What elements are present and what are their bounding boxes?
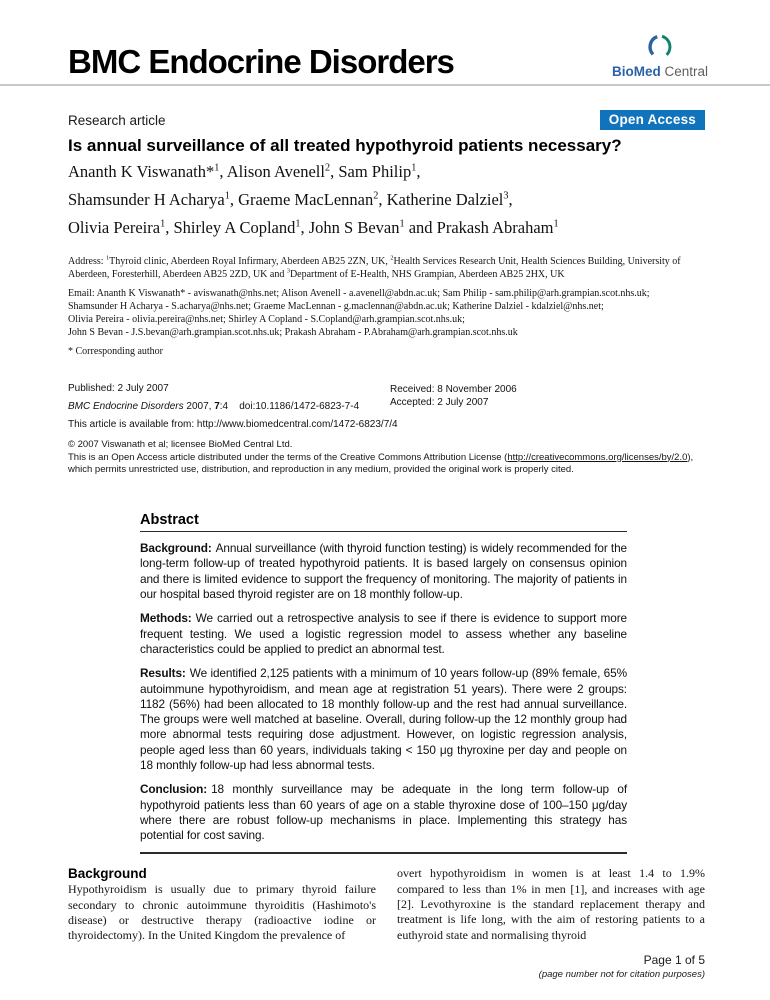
background-text-left: Hypothyroidism is usually due to primary thyroid failure secondary to chronic autoimmune thyroiditis (Hashimoto's disease) or destructive therapy (radioactive iodine or thyroidectomy). In the United Kingdom the prevalence of xyxy=(68,882,376,943)
author-line: Olivia Pereira$^1$, Shirley A Copland$^1$, John S Bevan$^1$ and Prakash Abraham$^1$ xyxy=(68,218,559,238)
abstract-conclusion xyxy=(140,782,627,843)
abstract-results xyxy=(140,666,627,773)
citation-note: (page number not for citation purposes) xyxy=(538,969,705,980)
background-text-right: overt hypothyroidism in women is at least 1.4 to 1.9% compared to less than 1% in men [1], and increases with age [2]. Levothyroxine is the standard replacement therapy and treatment is life long, with the aim of restoring patients to a euthyroid state and normalising thyroid xyxy=(397,866,705,942)
masthead xyxy=(0,0,770,80)
journal-title: BMC Endocrine Disorders xyxy=(68,43,454,80)
author-line: Shamsunder H Acharya$^1$, Graeme MacLennan$^2$, Katherine Dalziel$^3$, xyxy=(68,190,513,210)
page-number: Page 1 of 5 xyxy=(643,953,705,967)
background-heading: Background xyxy=(68,866,147,882)
article-title: Is annual surveillance of all treated hypothyroid patients necessary? xyxy=(68,136,622,155)
abstract-background-label: Background: xyxy=(140,541,212,556)
abstract-background xyxy=(140,541,627,602)
publisher-name-central: Central xyxy=(660,64,708,79)
body-column-right xyxy=(397,866,705,943)
author-emails xyxy=(68,287,705,339)
email-line: Shamsunder H Acharya - S.acharya@nhs.net; Graeme MacLennan - g.maclennan@abdn.ac.uk; Katherine Dalziel - kdalziel@nhs.net; xyxy=(68,301,604,313)
biomed-central-logo xyxy=(612,34,708,80)
article-content xyxy=(0,110,770,944)
abstract-methods-label: Methods: xyxy=(140,611,192,626)
article-type-label: Research article xyxy=(68,112,166,128)
copyright-line: © 2007 Viswanath et al; licensee BioMed Central Ltd. xyxy=(68,439,293,451)
author-line: Ananth K Viswanath*$^1$, Alison Avenell$^2$, Sam Philip$^1$, xyxy=(68,162,421,182)
abstract-heading: Abstract xyxy=(140,512,627,532)
license-line[interactable]: This is an Open Access article distributed under the terms of the Creative Commons Attribution License (http://creativecommons.org/licenses/by/2.0), xyxy=(68,451,694,463)
abstract-methods xyxy=(140,611,627,657)
citation-line: BMC Endocrine Disorders 2007, 7:4 doi:10.1186/1472-6823-7-4 xyxy=(68,401,360,413)
header-divider xyxy=(0,84,770,86)
abstract-section xyxy=(140,512,627,854)
open-access-badge: Open Access xyxy=(600,110,705,130)
received-date: Received: 8 November 2006 xyxy=(390,384,517,396)
publication-meta-left xyxy=(68,383,390,412)
abstract-background-text: Annual surveillance (with thyroid function testing) is widely recommended for the long-term follow-up of treated hypothyroid patients. It is based largely on consensus opinion and there is limited evidence to support the frequency of monitoring. The majority of patients in our hospital based thyroid register are on 18 monthly follow-up. xyxy=(140,541,627,602)
article-url-link[interactable]: This article is available from: http://www.biomedcentral.com/1472-6823/7/4 xyxy=(68,419,398,431)
publication-meta xyxy=(68,383,705,412)
corresponding-author-note: * Corresponding author xyxy=(68,346,163,358)
abstract-conclusion-label: Conclusion: xyxy=(140,782,208,797)
abstract-results-label: Results: xyxy=(140,666,186,681)
accepted-date: Accepted: 2 July 2007 xyxy=(390,397,489,409)
publisher-name-biomed: BioMed xyxy=(611,64,661,79)
copyright-block xyxy=(68,439,705,476)
publication-meta-right xyxy=(390,383,517,412)
publisher-name xyxy=(612,64,708,79)
license-line: which permits unrestricted use, distribution, and reproduction in any medium, provided the original work is properly cited. xyxy=(68,463,574,475)
abstract-results-text: We identified 2,125 patients with a minimum of 10 years follow-up (89% female, 65% autoimmune hypothyroidism, and mean age at registration 51 years). There were 2 groups: 1182 (56%) had been allocated to 18 monthly follow-up and the rest had annual surveillance. The groups were well matched at baseline. Overall, during follow-up the 12 monthly group had more abnormal tests requiring dose adjustment. However, on logistic regression analysis, people aged less than 60 years, individuals taking < 150 μg thyroxine per day and people on 18 monthly follow-up had less abnormal tests. xyxy=(140,666,627,772)
email-line: Olivia Pereira - olivia.pereira@nhs.net; Shirley A Copland - S.Copland@arh.grampian.scot.nhs.uk; xyxy=(68,314,465,326)
affiliations: Address: $^1$Thyroid clinic, Aberdeen Royal Infirmary, Aberdeen AB25 2ZN, UK, $^2$Health Services Research Unit, Health Sciences Building, University of Aberdeen, Foresterhill, Aberdeen AB25 2ZD, UK and $^3$Department of E-Health, NHS Grampian, Aberdeen AB25 2HX, UK xyxy=(68,254,681,281)
body-column-left xyxy=(68,866,376,943)
author-list xyxy=(68,158,705,242)
abstract-conclusion-text: 18 monthly surveillance may be adequate in the long term follow-up of hypothyroid patients less than 60 years of age on a stable thyroxine dose of 100–150 μg/day where there are robust follow-up mechanisms in place. Implementing this strategy has potential for cost saving. xyxy=(140,782,627,843)
body-columns xyxy=(68,866,705,943)
article-type-row xyxy=(68,110,705,130)
published-date: Published: 2 July 2007 xyxy=(68,383,169,395)
biomed-central-circle-icon xyxy=(647,34,673,62)
email-line: John S Bevan - J.S.bevan@arh.grampian.scot.nhs.uk; Prakash Abraham - P.Abraham@arh.grampian.scot.nhs.uk xyxy=(68,327,518,339)
page-footer xyxy=(539,953,705,980)
email-line: Email: Ananth K Viswanath* - aviswanath@nhs.net; Alison Avenell - a.avenell@abdn.ac.uk; Sam Philip - sam.philip@arh.grampian.scot.nhs.uk; xyxy=(68,288,650,300)
abstract-methods-text: We carried out a retrospective analysis to see if there is evidence to support more frequent testing. We used a logistic regression model to assess whether any baseline characteristics could be applied to predict an abnormal test. xyxy=(140,611,627,656)
